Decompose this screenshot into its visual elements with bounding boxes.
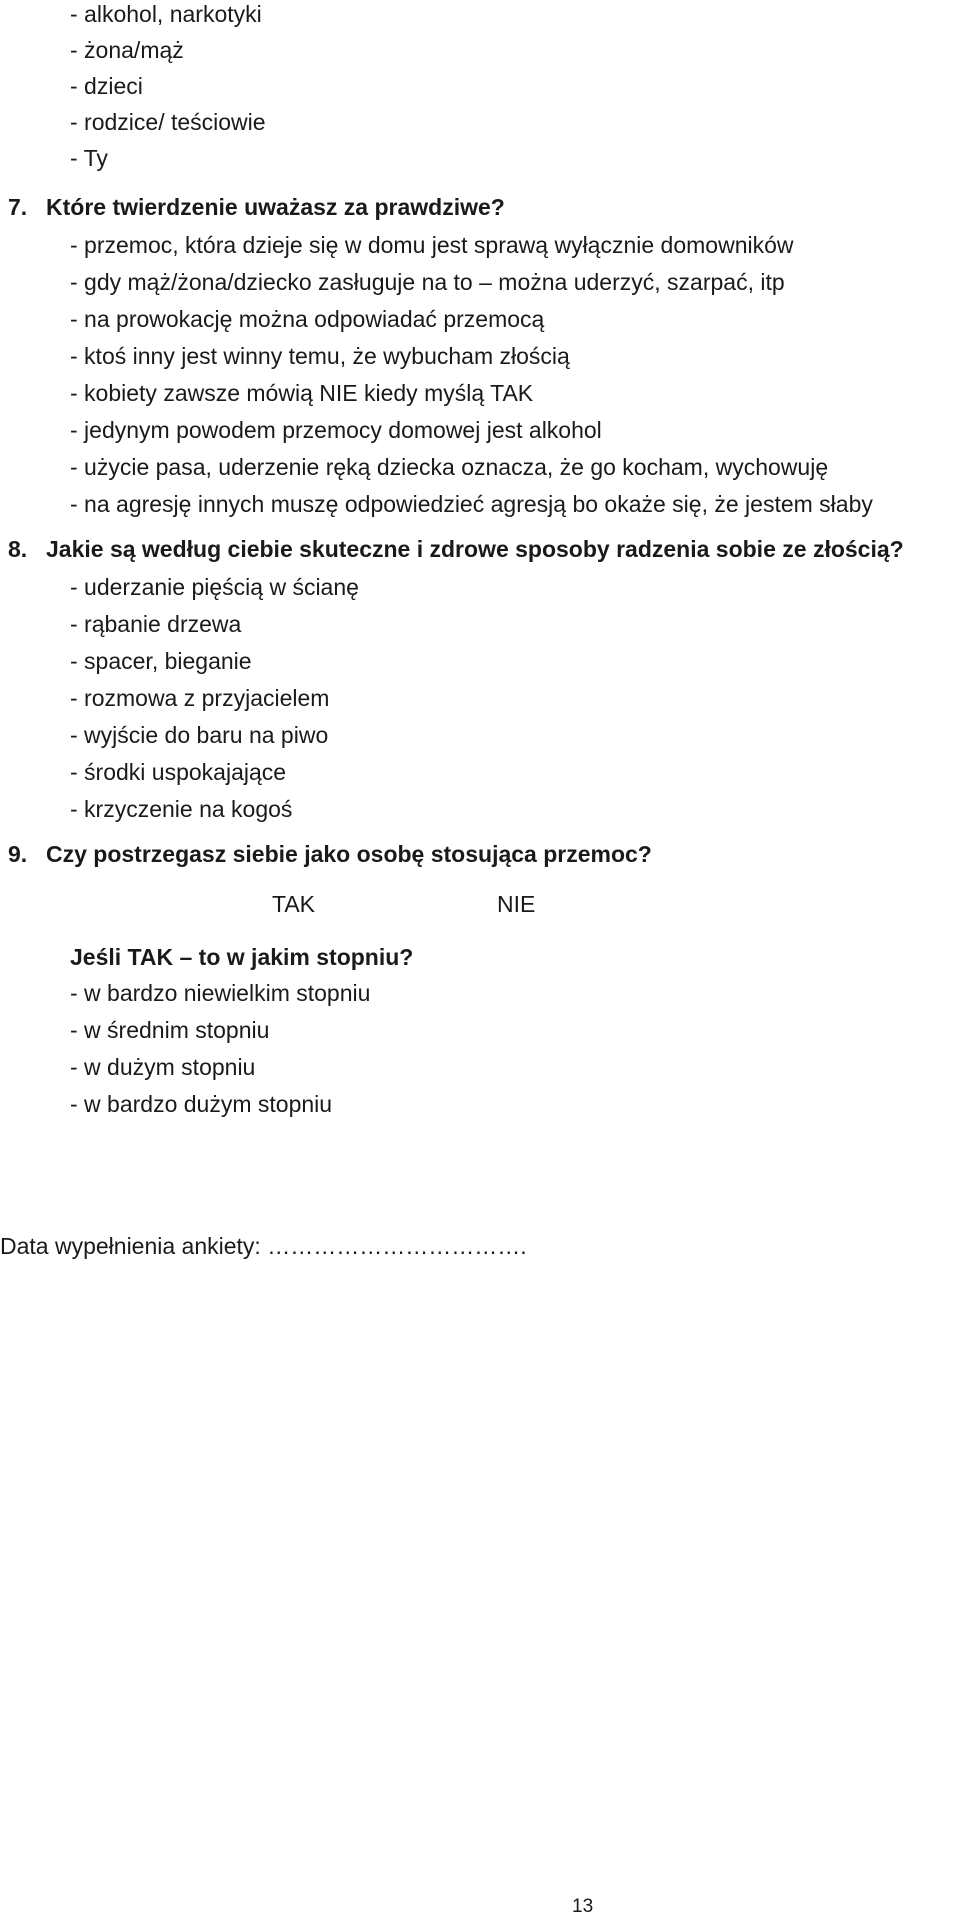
list-item: - alkohol, narkotyki — [70, 1, 262, 27]
list-item: - w bardzo niewielkim stopniu — [70, 980, 371, 1006]
question-9-heading — [8, 840, 652, 868]
question-number: 9. — [8, 841, 28, 867]
list-item: - krzyczenie na kogoś — [70, 796, 293, 822]
list-item: - dzieci — [70, 73, 143, 99]
question-number: 7. — [8, 194, 28, 220]
list-item: - na prowokację można odpowiadać przemocą — [70, 306, 545, 332]
answer-yes: TAK — [272, 891, 316, 917]
list-item: - w dużym stopniu — [70, 1054, 256, 1080]
list-item: - gdy mąż/żona/dziecko zasługuje na to – można uderzyć, szarpać, itp — [70, 269, 785, 295]
list-item: - użycie pasa, uderzenie ręką dziecka oznacza, że go kocham, wychowuję — [70, 454, 829, 480]
question-number: 8. — [8, 536, 28, 562]
question-text: Czy postrzegasz siebie jako osobę stosująca przemoc? — [46, 841, 652, 867]
list-item: - rodzice/ teściowie — [70, 109, 266, 135]
list-item: - rozmowa z przyjacielem — [70, 685, 330, 711]
answer-no: NIE — [497, 891, 536, 917]
list-item: - kobiety zawsze mówią NIE kiedy myślą TAK — [70, 380, 534, 406]
list-item: - wyjście do baru na piwo — [70, 722, 329, 748]
question-8-heading — [8, 535, 904, 563]
list-item: - spacer, bieganie — [70, 648, 252, 674]
question-text: Które twierdzenie uważasz za prawdziwe? — [46, 194, 505, 220]
list-item: - środki uspokajające — [70, 759, 287, 785]
list-item: - uderzanie pięścią w ścianę — [70, 574, 359, 600]
list-item: - w bardzo dużym stopniu — [70, 1091, 333, 1117]
list-item: - przemoc, która dzieje się w domu jest sprawą wyłącznie domowników — [70, 232, 794, 258]
list-item: - ktoś inny jest winny temu, że wybucham złością — [70, 343, 570, 369]
page-number: 13 — [572, 1896, 594, 1917]
question-text: Jakie są według ciebie skuteczne i zdrowe sposoby radzenia sobie ze złością? — [46, 536, 904, 562]
list-item: - żona/mąż — [70, 37, 184, 63]
list-item: - Ty — [70, 145, 108, 171]
list-item: - rąbanie drzewa — [70, 611, 242, 637]
followup-question: Jeśli TAK – to w jakim stopniu? — [70, 944, 414, 970]
date-filled-label: Data wypełnienia ankiety: ……………………………. — [0, 1233, 527, 1259]
list-item: - jedynym powodem przemocy domowej jest alkohol — [70, 417, 602, 443]
list-item: - na agresję innych muszę odpowiedzieć agresją bo okaże się, że jestem słaby — [70, 491, 873, 517]
list-item: - w średnim stopniu — [70, 1017, 270, 1043]
question-7-heading — [8, 193, 505, 221]
